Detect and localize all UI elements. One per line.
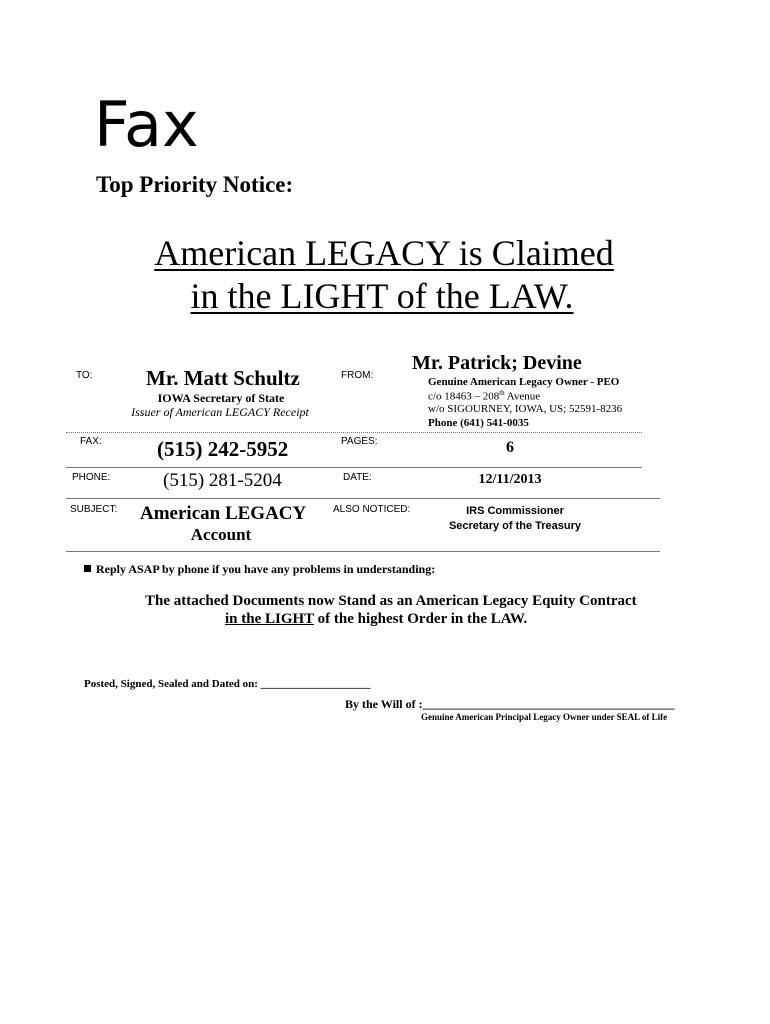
statement-rest: of the highest Order in the LAW. [313,611,528,627]
to-name: Mr. Matt Schultz [146,366,300,390]
divider-3 [66,498,660,499]
also-noticed-line-2: Secretary of the Treasury [448,520,582,532]
to-subtitle: Issuer of American LEGACY Receipt [131,405,309,419]
from-line-2 [428,389,540,403]
headline-line-1: American LEGACY is Claimed [154,233,614,273]
signature-caption: Genuine American Principal Legacy Owner under SEAL of Life [421,712,668,722]
square-bullet-icon [84,565,91,572]
date-value: 12/11/2013 [478,472,542,487]
from-line-3: w/o SIGOURNEY, IOWA, US; 52591-8236 [428,403,623,415]
from-line-2-prefix: c/o 18463 – 208 [428,390,500,403]
from-line-1: Genuine American Legacy Owner - PEO [428,376,620,388]
from-label: FROM: [341,370,374,381]
from-line-2-sup: th [499,389,505,397]
subject-label: SUBJECT: [70,504,118,515]
divider-1 [66,432,642,433]
fax-number: (515) 242-5952 [157,437,289,461]
fax-label: FAX: [80,436,102,447]
also-noticed-line-1: IRS Commissioner [466,505,564,517]
to-title: IOWA Secretary of State [157,391,285,405]
from-line-2-suffix: Avenue [504,390,541,403]
from-name: Mr. Patrick; Devine [412,352,582,374]
to-label: TO: [76,370,93,381]
from-line-4: Phone (641) 541-0035 [428,417,529,429]
pages-label: PAGES: [341,436,378,447]
phone-number: (515) 281-5204 [163,470,282,491]
posted-line: Posted, Signed, Sealed and Dated on: ____________________ [84,678,371,690]
subject-line-2: Account [190,525,252,544]
statement-line-1: The attached Documents now Stand as an American Legacy Equity Contract [145,593,637,609]
reply-notice [84,562,435,577]
statement-underlined: in the LIGHT [225,611,314,627]
divider-2 [66,467,642,468]
fax-title: Fax [94,88,199,161]
priority-notice: Top Priority Notice: [96,172,294,197]
pages-value: 6 [506,439,514,456]
phone-label: PHONE: [72,472,111,483]
date-label: DATE: [343,472,372,483]
headline-line-2: in the LIGHT of the LAW. [190,276,574,316]
reply-text: Reply ASAP by phone if you have any problems in understanding: [96,562,436,576]
statement-line-2 [225,611,527,628]
subject-line-1: American LEGACY [140,503,307,524]
will-signature-line: By the Will of :__________________________________________ [345,697,675,711]
also-noticed-label: ALSO NOTICED: [333,504,411,515]
divider-4 [66,551,660,552]
